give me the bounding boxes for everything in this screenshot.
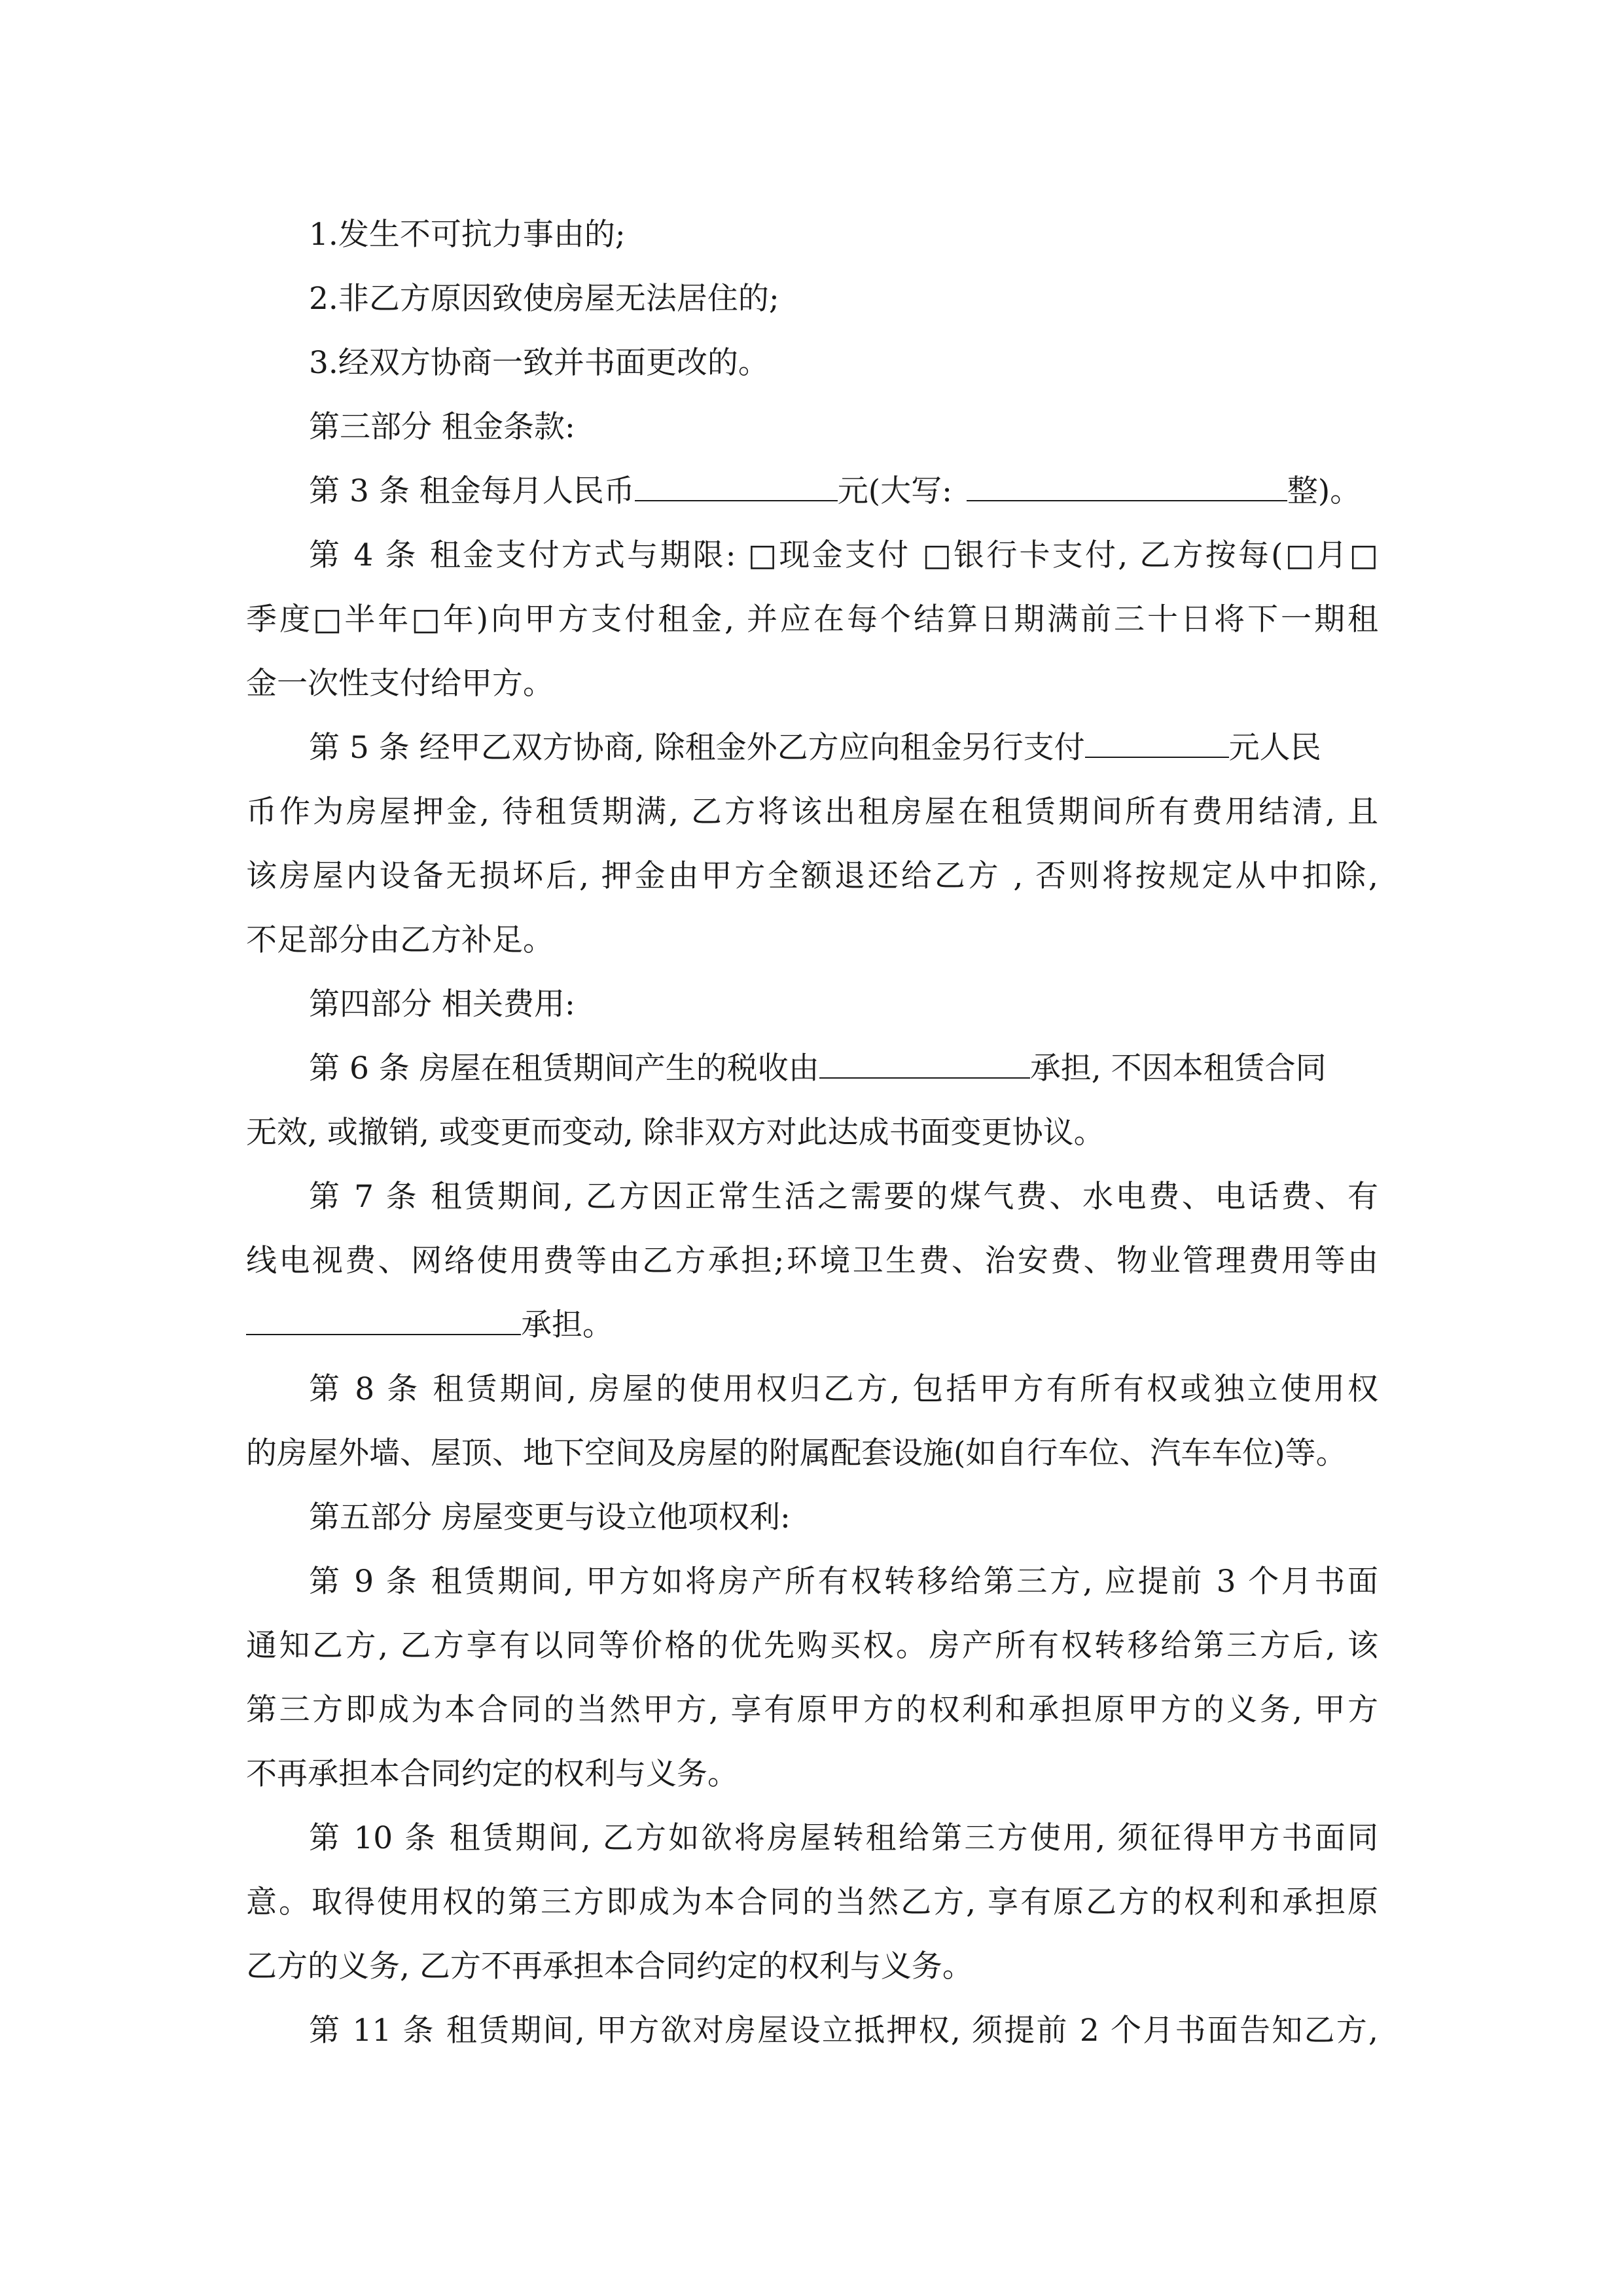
fee-bearer-blank[interactable] bbox=[246, 1297, 521, 1335]
article-9-line-3: 第三方即成为本合同的当然甲方, 享有原甲方的权利和承担原甲方的义务, 甲方 bbox=[246, 1692, 1378, 1728]
article-3-text-a: 第 3 条 租金每月人民币 bbox=[309, 473, 635, 509]
article-10-line-2: 意。取得使用权的第三方即成为本合同的当然乙方, 享有原乙方的权利和承担原 bbox=[246, 1884, 1378, 1920]
article-9-line-1: 第 9 条 租赁期间, 甲方如将房产所有权转移给第三方, 应提前 3 个月书面 bbox=[309, 1564, 1378, 1600]
article-5-text-a: 第 5 条 经甲乙双方协商, 除租金外乙方应向租金另行支付 bbox=[309, 730, 1085, 766]
article-11-line-1: 第 11 条 租赁期间, 甲方欲对房屋设立抵押权, 须提前 2 个月书面告知乙方, bbox=[309, 2013, 1378, 2049]
article-5-line-2: 币作为房屋押金, 待租赁期满, 乙方将该出租房屋在租赁期间所有费用结清, 且 bbox=[246, 794, 1378, 830]
article-6-text-a: 第 6 条 房屋在租赁期间产生的税收由 bbox=[309, 1050, 819, 1086]
article-7-line-1: 第 7 条 租赁期间, 乙方因正常生活之需要的煤气费、水电费、电话费、有 bbox=[309, 1179, 1378, 1215]
article-10-line-3: 乙方的义务, 乙方不再承担本合同约定的权利与义务。 bbox=[246, 1948, 973, 1984]
part-4-heading: 第四部分 相关费用: bbox=[309, 986, 575, 1022]
monthly-rent-blank[interactable] bbox=[635, 463, 838, 501]
article-3-text-c: 整)。 bbox=[1287, 473, 1361, 509]
article-4-line-1: 第 4 条 租金支付方式与期限: □现金支付 □银行卡支付, 乙方按每(□月□ bbox=[309, 537, 1378, 573]
article-8-line-1: 第 8 条 租赁期间, 房屋的使用权归乙方, 包括甲方有所有权或独立使用权 bbox=[309, 1371, 1378, 1407]
article-5-line-1 bbox=[246, 716, 1378, 780]
article-3 bbox=[246, 459, 1378, 524]
article-7-text-end: 承担。 bbox=[521, 1307, 613, 1343]
article-4-line-2: 季度□半年□年)向甲方支付租金, 并应在每个结算日期满前三十日将下一期租 bbox=[246, 601, 1378, 637]
article-6-line-2: 无效, 或撤销, 或变更而变动, 除非双方对此达成书面变更协议。 bbox=[246, 1115, 1105, 1151]
article-5-line-4: 不足部分由乙方补足。 bbox=[246, 922, 554, 958]
rent-in-words-blank[interactable] bbox=[967, 463, 1287, 501]
item-3: 3.经双方协商一致并书面更改的。 bbox=[309, 345, 769, 381]
article-9-line-2: 通知乙方, 乙方享有以同等价格的优先购买权。房产所有权转移给第三方后, 该 bbox=[246, 1628, 1378, 1664]
article-10-line-1: 第 10 条 租赁期间, 乙方如欲将房屋转租给第三方使用, 须征得甲方书面同 bbox=[309, 1820, 1378, 1856]
tax-bearer-blank[interactable] bbox=[819, 1041, 1030, 1079]
article-5-line-3: 该房屋内设备无损坏后, 押金由甲方全额退还给乙方 , 否则将按规定从中扣除, bbox=[246, 858, 1378, 894]
part-3-heading: 第三部分 租金条款: bbox=[309, 409, 575, 445]
article-5-text-b: 元人民 bbox=[1228, 730, 1321, 766]
deposit-blank[interactable] bbox=[1085, 720, 1229, 758]
article-4-line-3: 金一次性支付给甲方。 bbox=[246, 666, 554, 702]
part-5-heading: 第五部分 房屋变更与设立他项权利: bbox=[309, 1499, 791, 1535]
article-6-line-1 bbox=[246, 1037, 1378, 1101]
article-3-text-b: 元(大写: bbox=[837, 473, 952, 509]
item-1: 1.发生不可抗力事由的; bbox=[309, 217, 626, 253]
item-2: 2.非乙方原因致使房屋无法居住的; bbox=[309, 281, 779, 317]
article-7-line-2: 线电视费、网络使用费等由乙方承担;环境卫生费、治安费、物业管理费用等由 bbox=[246, 1243, 1378, 1279]
article-7-line-3 bbox=[246, 1293, 1378, 1357]
document-body bbox=[246, 203, 1378, 2063]
article-9-line-4: 不再承担本合同约定的权利与义务。 bbox=[246, 1756, 738, 1792]
article-8-line-2: 的房屋外墙、屋顶、地下空间及房屋的附属配套设施(如自行车位、汽车车位)等。 bbox=[246, 1435, 1347, 1471]
article-6-text-b: 承担, 不因本租赁合同 bbox=[1029, 1050, 1327, 1086]
